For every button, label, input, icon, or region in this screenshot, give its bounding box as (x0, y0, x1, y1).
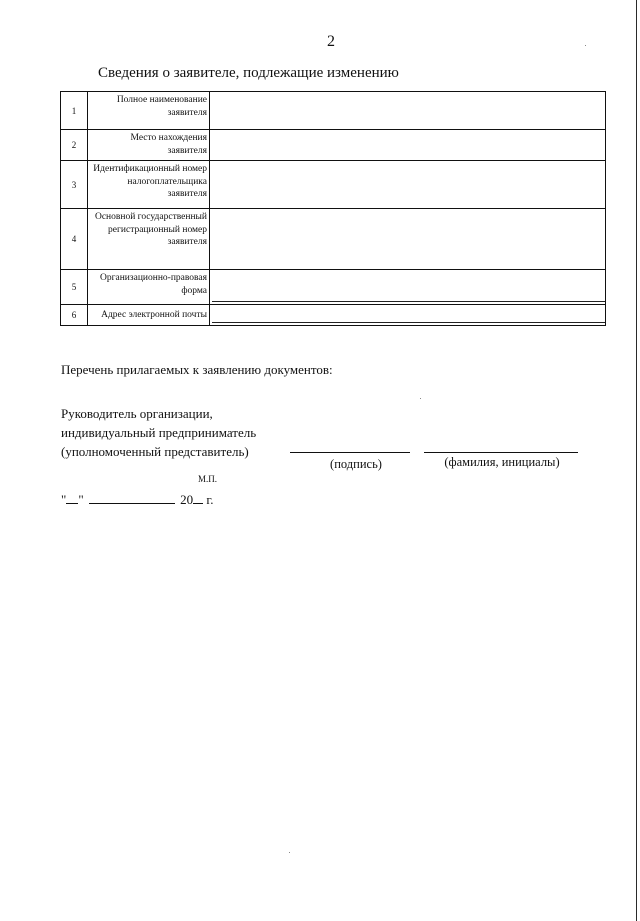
table-row (61, 209, 606, 270)
quote-close: " (78, 492, 84, 507)
scan-speck (585, 45, 586, 46)
row-value-inn[interactable] (210, 161, 606, 209)
section-title: Сведения о заявителе, подлежащие изменению (98, 65, 399, 81)
signatory-line: (уполномоченный представитель) (61, 444, 249, 459)
documents-list-title: Перечень прилагаемых к заявлению документов: (61, 362, 333, 377)
table-row (61, 92, 606, 130)
signatory-line: Руководитель организации, (61, 406, 213, 421)
table-row (61, 305, 606, 326)
name-field[interactable] (424, 452, 578, 453)
signature-field[interactable] (290, 452, 410, 453)
value-underline (212, 322, 605, 323)
row-label: Адрес электронной почты (88, 305, 210, 326)
row-number: 2 (61, 130, 88, 161)
row-label: Основной государственный регистрационный номер заявителя (88, 209, 210, 270)
table-row (61, 161, 606, 209)
year-field[interactable] (193, 493, 203, 504)
row-number: 5 (61, 270, 88, 305)
applicant-info-table (60, 91, 606, 326)
row-value-ogrn[interactable] (210, 209, 606, 270)
value-underline (212, 301, 605, 302)
row-label: Организационно-правовая форма (88, 270, 210, 305)
page-edge (636, 0, 637, 921)
row-number: 1 (61, 92, 88, 130)
row-label: Полное наименование заявителя (88, 92, 210, 130)
stamp-label: М.П. (198, 474, 218, 484)
scan-speck (289, 852, 290, 853)
day-field[interactable] (66, 493, 78, 504)
row-value-email[interactable] (210, 305, 606, 326)
table-row (61, 270, 606, 305)
name-caption: (фамилия, инициалы) (444, 455, 560, 469)
page-number: 2 (327, 33, 335, 50)
row-number: 4 (61, 209, 88, 270)
date-line (61, 492, 214, 508)
row-label: Идентификационный номер налогоплательщика заявителя (88, 161, 210, 209)
row-value-full-name[interactable] (210, 92, 606, 130)
row-label: Место нахождения заявителя (88, 130, 210, 161)
year-prefix: 20 (180, 492, 194, 507)
row-number: 6 (61, 305, 88, 326)
quote-open: " (61, 492, 67, 507)
year-suffix: г. (206, 492, 214, 507)
row-value-legal-form[interactable] (210, 270, 606, 305)
signatory-line: индивидуальный предприниматель (61, 425, 257, 440)
row-value-location[interactable] (210, 130, 606, 161)
signature-caption: (подпись) (330, 457, 382, 471)
row-number: 3 (61, 161, 88, 209)
scan-speck (420, 398, 421, 399)
table-row (61, 130, 606, 161)
signatory-block (61, 404, 256, 461)
month-field[interactable] (89, 493, 175, 504)
